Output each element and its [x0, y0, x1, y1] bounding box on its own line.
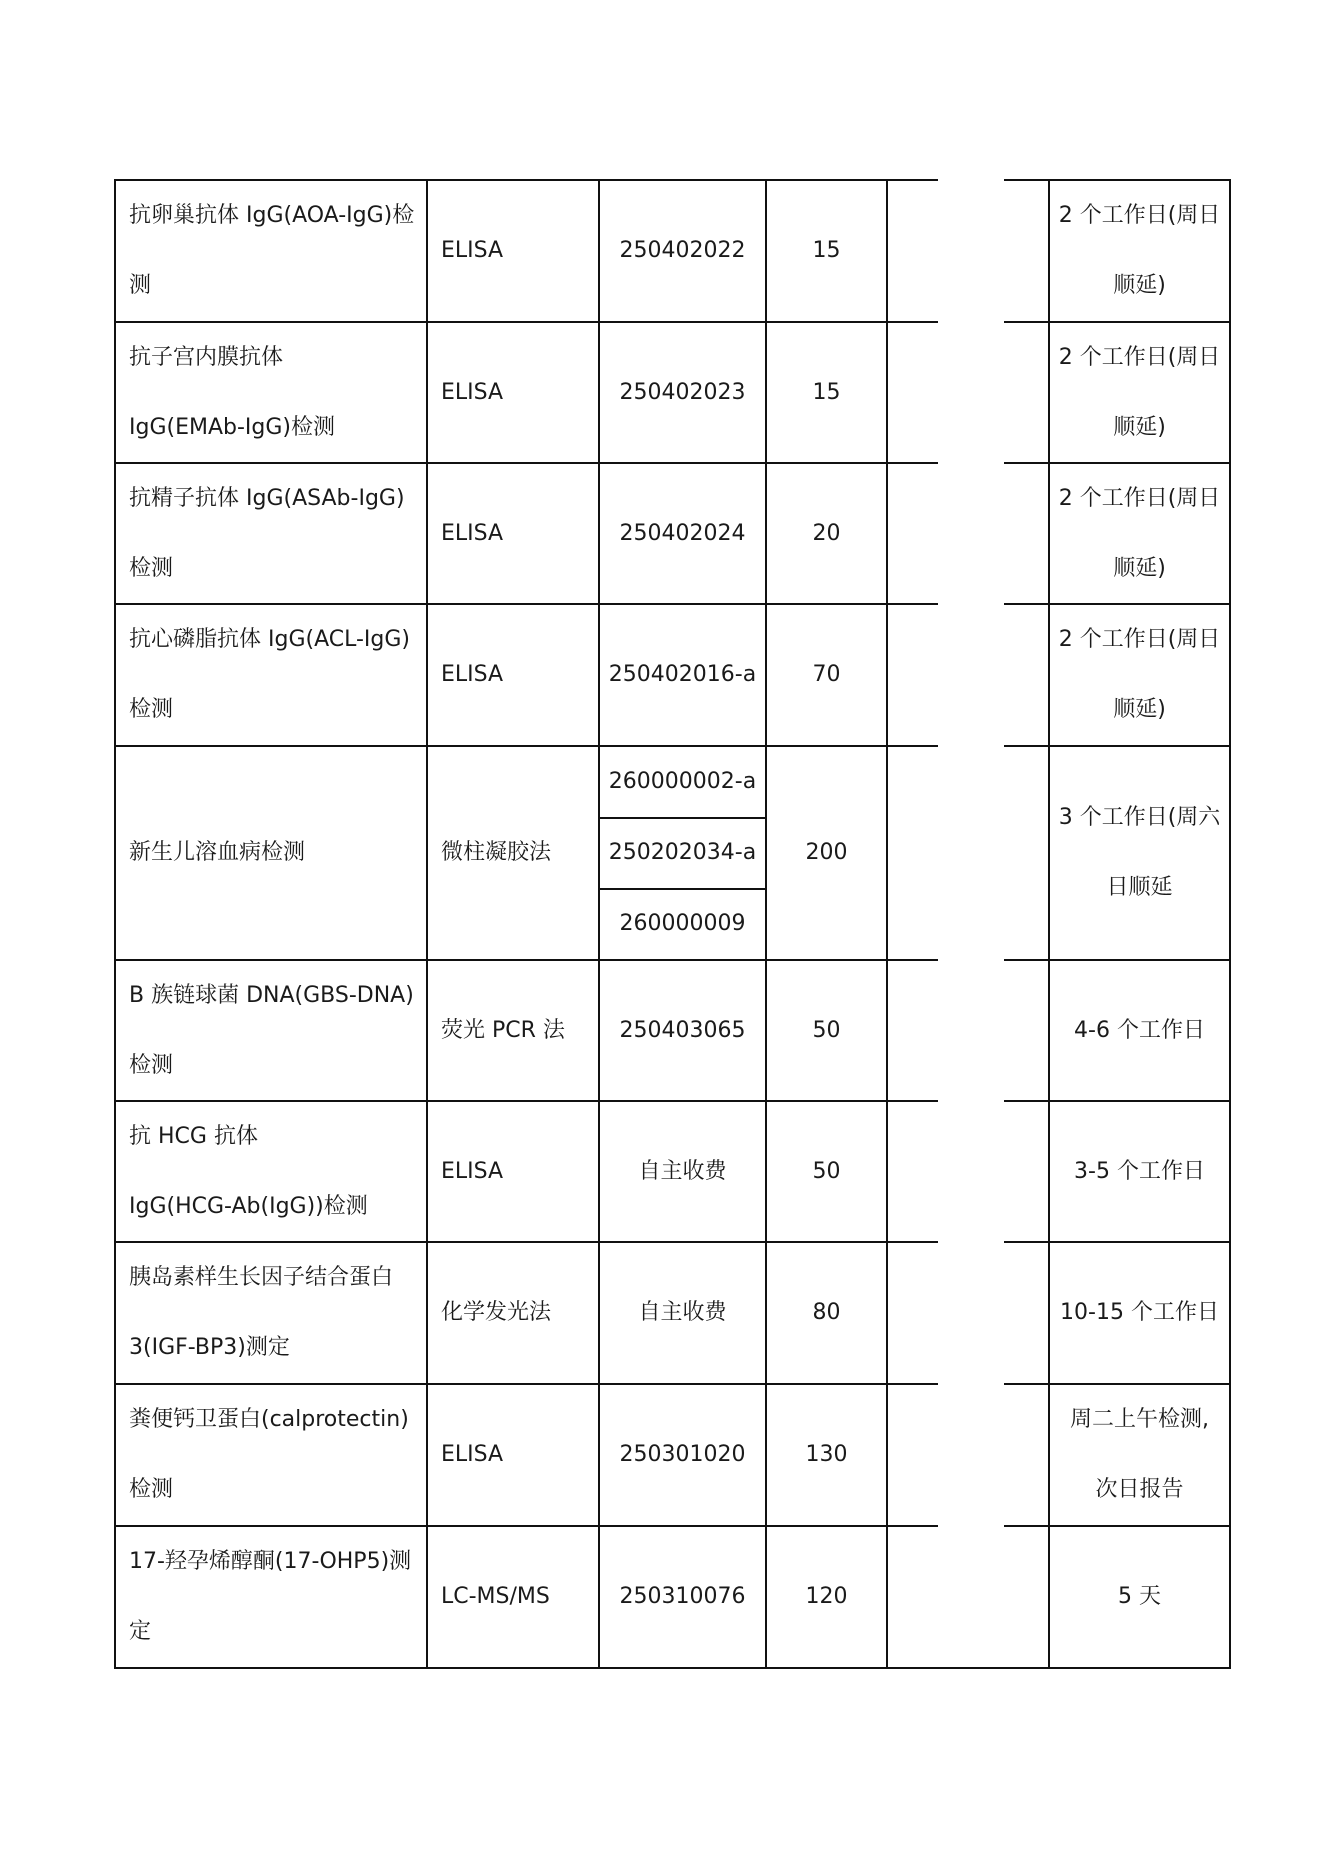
- method-cell: [427, 960, 599, 1101]
- turnaround-cell-text: 3 个工作日(周六 日顺延: [1058, 805, 1221, 900]
- item-name-cell-text: 新生儿溶血病检测: [129, 840, 306, 865]
- item-name-cell: [115, 1384, 427, 1526]
- price-cell-text: 50: [812, 1017, 841, 1043]
- turnaround-cell-text: 2 个工作日(周日 顺延): [1058, 485, 1221, 581]
- item-name-cell-text: B 族链球菌 DNA(GBS-DNA) 检测: [129, 982, 414, 1078]
- fee-code-cell-text: 260000002-a: [608, 768, 757, 794]
- fee-code-cell-text: 250202034-a: [608, 839, 757, 865]
- item-name-cell: [115, 1526, 427, 1668]
- method-cell-text: ELISA: [441, 238, 504, 263]
- fee-code-cell: [599, 960, 766, 1101]
- price-cell-text: 15: [812, 238, 841, 263]
- fee-code-cell: [599, 463, 766, 604]
- method-cell-text: 化学发光法: [441, 1300, 552, 1325]
- method-cell: [427, 463, 599, 604]
- fee-code-cell-text: 250402023: [619, 379, 746, 405]
- turnaround-cell-text: 4-6 个工作日: [1074, 1017, 1205, 1043]
- item-name-cell-text: 胰岛素样生长因子结合蛋白 3(IGF-BP3)测定: [129, 1265, 394, 1360]
- item-name-cell-text: 抗精子抗体 IgG(ASAb-IgG) 检测: [129, 485, 405, 581]
- price-cell-text: 80: [812, 1300, 841, 1325]
- method-cell: [427, 1384, 599, 1526]
- fee-code-cell-text: 250403065: [619, 1017, 746, 1043]
- turnaround-cell: [1049, 1242, 1230, 1384]
- item-name-cell-text: 抗子宫内膜抗体 IgG(EMAb-IgG)检测: [129, 344, 336, 440]
- price-cell-text: 50: [812, 1158, 841, 1184]
- method-cell: [427, 180, 599, 322]
- fee-code-cell: [599, 1384, 766, 1526]
- price-cell: [766, 604, 887, 746]
- fee-code-cell: [599, 1101, 766, 1242]
- item-name-cell: [115, 1242, 427, 1384]
- turnaround-cell: [1049, 960, 1230, 1101]
- fee-code-cell-text: 250402016-a: [608, 662, 757, 687]
- turnaround-cell: [1049, 604, 1230, 746]
- method-cell: [427, 1242, 599, 1384]
- method-cell-text: LC-MS/MS: [441, 1584, 550, 1609]
- turnaround-cell-text: 2 个工作日(周日 顺延): [1058, 344, 1221, 440]
- price-cell-text: 20: [812, 520, 841, 546]
- fee-code-cell-text: 250310076: [619, 1584, 746, 1609]
- method-cell-text: ELISA: [441, 1442, 504, 1467]
- price-cell: [766, 322, 887, 463]
- method-cell-text: ELISA: [441, 662, 504, 687]
- method-cell-text: ELISA: [441, 379, 504, 405]
- turnaround-cell-text: 10-15 个工作日: [1060, 1300, 1219, 1325]
- item-name-cell: [115, 1101, 427, 1242]
- item-name-cell: [115, 746, 427, 960]
- price-cell: [766, 463, 887, 604]
- turnaround-cell-text: 周二上午检测, 次日报告: [1070, 1407, 1209, 1502]
- fee-code-cell: [599, 1526, 766, 1668]
- item-name-cell-text: 抗 HCG 抗体 IgG(HCG-Ab(IgG))检测: [129, 1123, 368, 1219]
- item-name-cell: [115, 322, 427, 463]
- turnaround-cell-text: 2 个工作日(周日 顺延): [1058, 627, 1221, 722]
- item-name-cell-text: 抗卵巢抗体 IgG(AOA-IgG)检 测: [129, 203, 415, 298]
- fee-code-cell-text: 260000009: [619, 911, 746, 937]
- item-name-cell-text: 17-羟孕烯醇酮(17-OHP5)测 定: [129, 1549, 412, 1644]
- method-cell: [427, 746, 599, 960]
- item-name-cell: [115, 960, 427, 1101]
- price-cell-text: 200: [805, 840, 848, 865]
- price-cell: [766, 960, 887, 1101]
- turnaround-cell: [1049, 746, 1230, 960]
- turnaround-cell: [1049, 322, 1230, 463]
- fee-code-cell-text: 250402022: [619, 238, 746, 263]
- item-name-cell: [115, 180, 427, 322]
- price-cell: [766, 746, 887, 960]
- fee-code-cell: [599, 817, 766, 888]
- method-cell-text: ELISA: [441, 520, 504, 546]
- method-cell-text: 荧光 PCR 法: [441, 1017, 565, 1043]
- method-cell-text: 微柱凝胶法: [441, 840, 552, 865]
- price-cell-text: 120: [805, 1584, 848, 1609]
- fee-code-cell-text: 自主收费: [638, 1158, 727, 1184]
- price-cell-text: 70: [812, 662, 841, 687]
- method-cell: [427, 604, 599, 746]
- turnaround-cell: [1049, 463, 1230, 604]
- fee-code-cell: [599, 889, 766, 960]
- fee-code-cell: [599, 1242, 766, 1384]
- fee-code-cell-text: 250301020: [619, 1442, 746, 1467]
- fee-code-cell: [599, 322, 766, 463]
- price-cell: [766, 1242, 887, 1384]
- price-cell: [766, 1526, 887, 1668]
- price-cell-text: 15: [812, 379, 841, 405]
- method-cell: [427, 1101, 599, 1242]
- turnaround-cell-text: 3-5 个工作日: [1074, 1158, 1205, 1184]
- fee-code-cell-text: 250402024: [619, 520, 746, 546]
- price-cell-text: 130: [805, 1442, 848, 1467]
- turnaround-cell: [1049, 1526, 1230, 1668]
- turnaround-cell-text: 5 天: [1118, 1584, 1161, 1609]
- item-name-cell: [115, 463, 427, 604]
- price-cell: [766, 1384, 887, 1526]
- fee-code-cell: [599, 746, 766, 817]
- turnaround-cell-text: 2 个工作日(周日 顺延): [1058, 203, 1221, 298]
- item-name-cell-text: 粪便钙卫蛋白(calprotectin) 检测: [129, 1407, 409, 1502]
- method-cell-text: ELISA: [441, 1158, 504, 1184]
- fee-code-cell: [599, 604, 766, 746]
- turnaround-cell: [1049, 180, 1230, 322]
- fee-code-cell: [599, 180, 766, 322]
- turnaround-cell: [1049, 1384, 1230, 1526]
- turnaround-cell: [1049, 1101, 1230, 1242]
- item-name-cell-text: 抗心磷脂抗体 IgG(ACL-IgG) 检测: [129, 627, 410, 722]
- method-cell: [427, 1526, 599, 1668]
- method-cell: [427, 322, 599, 463]
- price-cell: [766, 180, 887, 322]
- item-name-cell: [115, 604, 427, 746]
- price-cell: [766, 1101, 887, 1242]
- fee-code-cell-text: 自主收费: [638, 1300, 727, 1325]
